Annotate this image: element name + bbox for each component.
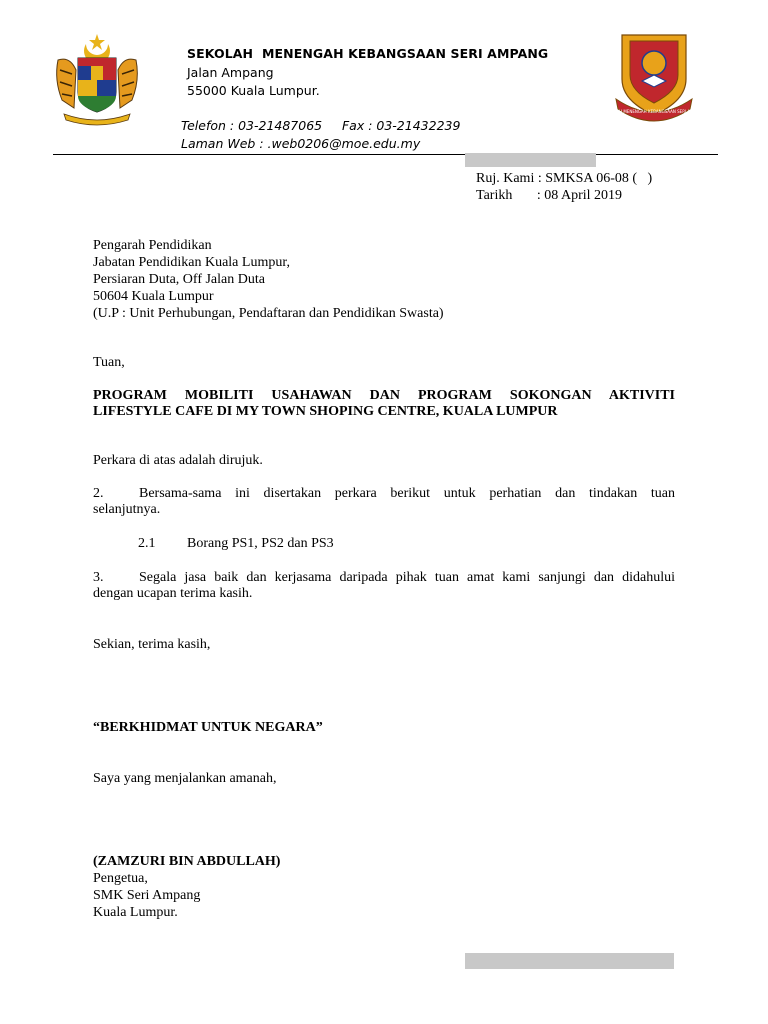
paragraph-1: Perkara di atas adalah dirujuk. [93,453,263,468]
paragraph-text: Segala jasa baik dan kerjasama daripada pihak tuan amat kami sanjungi dan didahului [139,570,675,585]
recipient-line: Persiaran Duta, Off Jalan Duta [93,272,265,287]
paragraph-3-line-1 [93,569,675,586]
address-line-2: 55000 Kuala Lumpur. [187,83,320,98]
signatory-title: Pengetua, [93,871,148,886]
sub-item-text: Borang PS1, PS2 dan PS3 [187,536,334,551]
website: Laman Web : .web0206@moe.edu.my [181,136,421,151]
reference-number: Ruj. Kami : SMKSA 06-08 ( ) [476,171,653,186]
redaction-bar-bottom [465,953,674,969]
paragraph-number: 2. [93,486,104,501]
letterhead-divider [53,154,718,155]
sub-item-2-1 [138,535,334,552]
school-crest-text: SEKOLAH MENENGAH KEBANGSAAN SERI AMPANG [603,109,705,114]
salutation: Tuan, [93,355,125,370]
closing-sekian: Sekian, terima kasih, [93,637,211,652]
signatory-school: SMK Seri Ampang [93,888,201,903]
paragraph-3-line-2: dengan ucapan terima kasih. [93,586,253,601]
redaction-bar-top [465,153,596,167]
recipient-line: (U.P : Unit Perhubungan, Pendaftaran dan Pendidikan Swasta) [93,306,444,321]
paragraph-text: Bersama-sama ini disertakan perkara berikut untuk perhatian dan tindakan tuan [139,486,675,501]
signatory-name: (ZAMZURI BIN ABDULLAH) [93,854,281,869]
recipient-line: Pengarah Pendidikan [93,238,212,253]
letter-date: Tarikh : 08 April 2019 [476,188,623,203]
paragraph-2-line-1 [93,485,675,502]
address-line-1: Jalan Ampang [187,65,274,80]
phone-fax: Telefon : 03-21487065 Fax : 03-21432239 [181,118,461,133]
paragraph-2-line-2: selanjutnya. [93,502,161,517]
subject-line-2: LIFESTYLE CAFE DI MY TOWN SHOPING CENTRE, KUALA LUMPUR [93,404,558,419]
motto: “BERKHIDMAT UNTUK NEGARA” [93,720,323,735]
recipient-address [93,237,444,322]
recipient-line: Jabatan Pendidikan Kuala Lumpur, [93,255,290,270]
signatory-city: Kuala Lumpur. [93,905,178,920]
paragraph-number: 3. [93,570,104,585]
recipient-line: 50604 Kuala Lumpur [93,289,214,304]
school-name: SEKOLAH MENENGAH KEBANGSAAN SERI AMPANG [187,46,549,61]
sub-item-number: 2.1 [138,536,156,551]
subject-line-1: PROGRAM MOBILITI USAHAWAN DAN PROGRAM SOKONGAN AKTIVITI [93,388,675,403]
closing-amanah: Saya yang menjalankan amanah, [93,771,277,786]
school-crest-icon [603,29,705,121]
malaysia-coat-of-arms-icon [52,30,142,126]
